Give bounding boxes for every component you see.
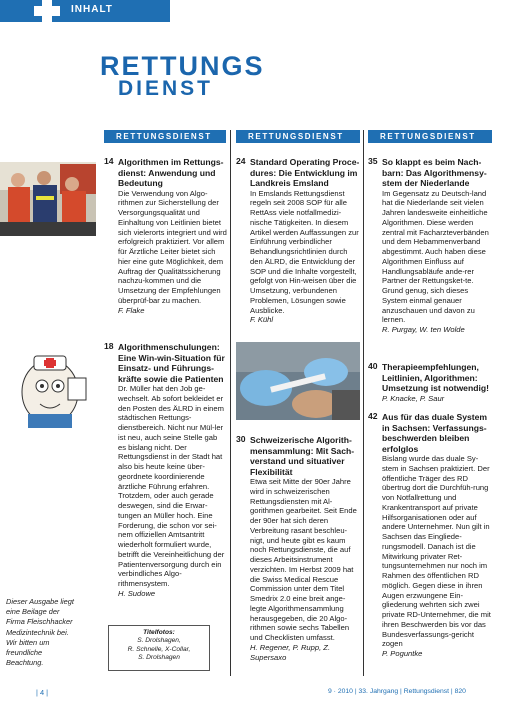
article-title: Schweizerische Algorith-mensammlung: Mit Sach-verstand und situativer Flexibilität — [250, 435, 355, 477]
article-author: F. Flake — [118, 305, 145, 315]
article-title: Algorithmenschulungen: Eine Win-win-Situation für Einsatz- und Führungs-kräfte sowie die Patienten — [118, 342, 225, 384]
photo-credits-line: R. Schnelle, X-Collar, — [127, 645, 191, 653]
syringe-photo — [236, 342, 360, 420]
article-text: Die Verwendung von Algo-rithmen zur Sicherstellung der Versorgungsqualität und Einhaltung von Leitlinien bietet sich vielerorts integriert und wird erfolgreich praktiziert. Vor allem für Ärztliche Leiter bietet sich hier eine gute Möglichkeit, dem Auftrag der Qualitätssicherung nachzu-kommen und die Umsetzung der Empfehlungen überprüf-bar zu machen. — [118, 188, 227, 305]
page-number: | 4 | — [36, 688, 49, 697]
photo-credits-box — [108, 625, 210, 671]
article-page-number: 14 — [104, 156, 114, 166]
article-24 — [236, 157, 360, 325]
article-text: In Emslands Rettungsdienst regeln seit 2008 SOP für alle RettAss viele notfallmedizi-nische Tätigkeiten. In diesem Artikel werden Auffassungen zur Einführung verbindlicher Behandlungsrichtlinien durch den ÄLRD, die Entwicklung der SOP und die Inhalte vorgestellt, gefolgt von Hin-weisen über die Umsetzung, verbundenen Problemen, Lösungen sowie Ausblicke. — [250, 188, 359, 315]
article-text: Im Gegensatz zu Deutsch-land hat die Niederlande seit vielen Jahren landesweite einheitliche Algorithmen. Diese werden zentral mit Facharzteverbänden und dem Hebammenverband abgestimmt. Auch haben diese Algorithmen Einfluss auf Handlungsabläufe ande-rer Partner der Rettungsket-te. Grund genug, sich dieses System einmal genauer anzuschauen und davon zu lernen. — [382, 188, 489, 325]
plus-cross-icon — [34, 0, 60, 22]
article-page-number: 35 — [368, 156, 378, 166]
article-40 — [368, 362, 492, 403]
rescue-team-photo — [0, 162, 96, 236]
article-title: Standard Operating Proce-dures: Die Entwicklung im Landkreis Emsland — [250, 157, 360, 188]
photo-credits-line: S. Drolshagen, — [137, 637, 181, 645]
article-text: Bislang wurde das duale Sy-stem in Sachsen praktiziert. Der öffentliche Träger des RD übertrug dort die Durchfüh-rung von Notfallrettung und Krankentransport auf private Hilfsorganisationen oder auf andere Unternehmer. Nun gilt in Sachsen das Eingliede-rungsmodell. Danach ist die Mitwirkung privater Ret-tungsunternehmen nur noch im Rahmen des öffentlichen RD möglich. Gegen diese in ihren Augen erzwungene Ein-gliederung wehrten sich zwei private RD-Unternehmer, die mit ihren Beschwerden bis vor das Bundesverfassungs-gericht zogen — [382, 454, 491, 649]
article-title: Aus für das duale System in Sachsen: Verfassungs-beschwerden bleiben erfolglos — [382, 412, 488, 454]
article-text: Dr. Müller hat den Job ge-wechselt. Ab sofort bekleidet er den Posten des ÄLRD in einem städtischen Rettungs-dienstbereich. Nicht nur Mül-ler ist neu, auch seine Stelle gab es bislang nicht. Der Rettungsdienst in der Stadt hat also bis heute keine über-geordnete koordinierende ärztliche Führung erfahren. Trotzdem, oder auch gerade deswegen, sind die Erwar-tungen an Müller hoch. Eine Forderung, die schon vor sei-nem offiziellen Amtsantritt wiederholt formuliert wurde, betrifft die Vereinheitlichung der Patientenversorgung durch ein verbindliches Algo-rithmensystem. — [118, 384, 225, 588]
article-author: P. Knacke, P. Saur — [382, 393, 445, 403]
article-author: F. Kühl — [250, 315, 274, 325]
article-text: Etwa seit Mitte der 90er Jahre wird in schweizerischen Rettungsdiensten mit Al-gorithmen gearbeitet. Seit Ende der 90er hat sich deren Verbreitung rasant beschleu-nigt, und heute gibt es kaum noch Rettungsdienste, die auf dieses Arbeitsinstrument verzichten. Im Herbst 2009 hat die Swiss Medical Rescue Commission unter dem Titel Smedrix 2.0 eine breit ange-legte Algorithmensammlung herausgegeben, die 20 Algo-rithmen sowie sechs Tabellen und Checklisten umfasst. — [250, 477, 357, 642]
article-page-number: 42 — [368, 411, 378, 421]
article-page-number: 18 — [104, 341, 114, 351]
column-header-2: RETTUNGSDIENST — [236, 130, 360, 143]
article-author: R. Purgay, W. ten Wolde — [382, 325, 465, 334]
article-title: Algorithmen im Rettungs-dienst: Anwendung und Bedeutung — [118, 157, 224, 188]
article-42 — [368, 412, 492, 659]
article-title: So klappt es beim Nach-barn: Das Algorithmensy-stem der Niederlande — [382, 157, 487, 188]
article-author: P. Poguntke — [382, 649, 423, 658]
supplement-note: Dieser Ausgabe liegt eine Beilage der Firma Fleischhacker Medizintechnik bei. Wir bitten um freundliche Beachtung. — [6, 597, 74, 668]
article-14 — [104, 157, 227, 315]
logo-line-2: DIENST — [118, 77, 214, 100]
article-35 — [368, 157, 492, 335]
article-title: Therapieempfehlungen, Leitlinien, Algorithmen: Umsetzung ist notwendig! — [382, 362, 489, 393]
section-header-bar — [0, 0, 170, 22]
photo-credits-line: S. Drolshagen — [138, 654, 180, 662]
cartoon-doctor-illustration — [8, 348, 92, 430]
issue-info: 9 · 2010 | 33. Jahrgang | Rettungsdienst | 820 — [328, 688, 466, 695]
column-header-3: RETTUNGSDIENST — [368, 130, 492, 143]
photo-credits-title: Titelfotos: — [143, 629, 175, 636]
column-divider — [363, 130, 364, 676]
article-30 — [236, 435, 360, 662]
article-page-number: 30 — [236, 434, 246, 444]
article-page-number: 24 — [236, 156, 246, 166]
column-divider — [230, 130, 231, 676]
section-label: INHALT — [71, 4, 113, 15]
logo-line-1: RETTUNGS — [100, 51, 265, 81]
article-author: H. Regener, P. Rupp, Z. Supersaxo — [250, 642, 331, 662]
article-18 — [104, 342, 227, 599]
article-author: H. Sudowe — [118, 588, 156, 598]
article-page-number: 40 — [368, 361, 378, 371]
column-header-1: RETTUNGSDIENST — [104, 130, 226, 143]
